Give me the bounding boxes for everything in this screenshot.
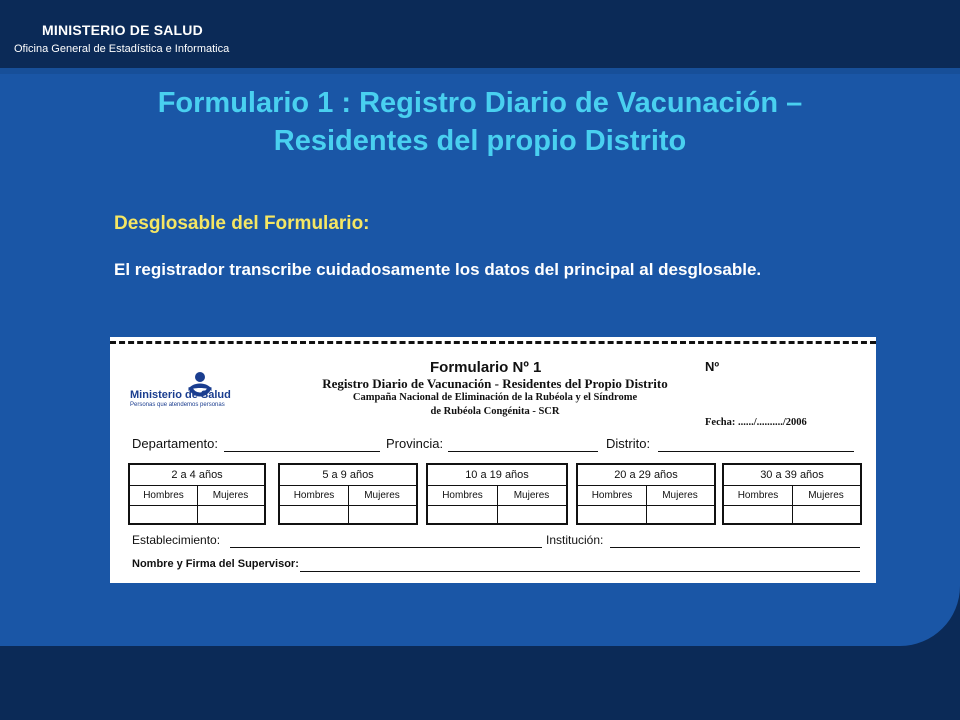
age-group-box — [576, 463, 716, 525]
mujeres-header: Mujeres — [646, 485, 714, 506]
supervisor-label: Nombre y Firma del Supervisor: — [132, 558, 299, 570]
age-group-label: 30 a 39 años — [724, 465, 860, 486]
age-group-label: 10 a 19 años — [428, 465, 566, 486]
hombres-header: Hombres — [280, 485, 348, 506]
form-line3: de Rubéola Congénita - SCR — [430, 406, 560, 417]
departamento-line — [224, 451, 380, 452]
mujeres-header: Mujeres — [197, 485, 264, 506]
age-group-label: 5 a 9 años — [280, 465, 416, 486]
departamento-label: Departamento: — [132, 436, 218, 451]
age-group-box — [426, 463, 568, 525]
slide-subtitle: Desglosable del Formulario: — [114, 213, 370, 234]
form-number-label: Nº — [705, 359, 720, 374]
age-group-label: 20 a 29 años — [578, 465, 714, 486]
supervisor-line — [300, 571, 860, 572]
slide-title — [60, 84, 900, 160]
form-fecha: Fecha: ....../........../2006 — [705, 417, 807, 428]
distrito-line — [658, 451, 854, 452]
age-group-box — [278, 463, 418, 525]
column-divider — [348, 485, 349, 523]
age-group-box — [128, 463, 266, 525]
slide-title-line1: Formulario 1 : Registro Diario de Vacunación – — [157, 87, 803, 119]
institucion-label: Institución: — [546, 533, 604, 547]
mujeres-header: Mujeres — [348, 485, 416, 506]
logo-text: Ministerio de Salud — [130, 389, 231, 401]
provincia-line — [448, 451, 598, 452]
mujeres-header: Mujeres — [497, 485, 566, 506]
hombres-header: Hombres — [578, 485, 646, 506]
column-divider — [497, 485, 498, 523]
form-image — [110, 337, 876, 583]
form-line2: Campaña Nacional de Eliminación de la Rubéola y el Síndrome — [352, 392, 638, 403]
age-group-label: 2 a 4 años — [130, 465, 264, 486]
age-group-box — [722, 463, 862, 525]
org-name: MINISTERIO DE SALUD — [42, 22, 203, 38]
distrito-label: Distrito: — [606, 436, 651, 451]
institucion-line — [610, 547, 860, 548]
logo-tagline: Personas que atendemos personas — [130, 402, 225, 408]
form-title: Formulario Nº 1 — [430, 359, 542, 376]
hombres-header: Hombres — [130, 485, 197, 506]
provincia-label: Provincia: — [386, 436, 444, 451]
org-office: Oficina General de Estadística e Informatica — [14, 43, 230, 55]
hombres-header: Hombres — [428, 485, 497, 506]
establecimiento-line — [230, 547, 542, 548]
establecimiento-label: Establecimiento: — [132, 533, 221, 547]
column-divider — [646, 485, 647, 523]
column-divider — [792, 485, 793, 523]
cut-line — [110, 341, 876, 344]
slide-title-line2: Residentes del propio Distrito — [273, 125, 687, 157]
form-line1: Registro Diario de Vacunación - Residentes del Propio Distrito — [322, 376, 668, 391]
footer-band — [0, 646, 960, 720]
mujeres-header: Mujeres — [792, 485, 860, 506]
column-divider — [197, 485, 198, 523]
hombres-header: Hombres — [724, 485, 792, 506]
slide-paragraph: El registrador transcribe cuidadosamente los datos del principal al desglosable. — [114, 260, 762, 279]
